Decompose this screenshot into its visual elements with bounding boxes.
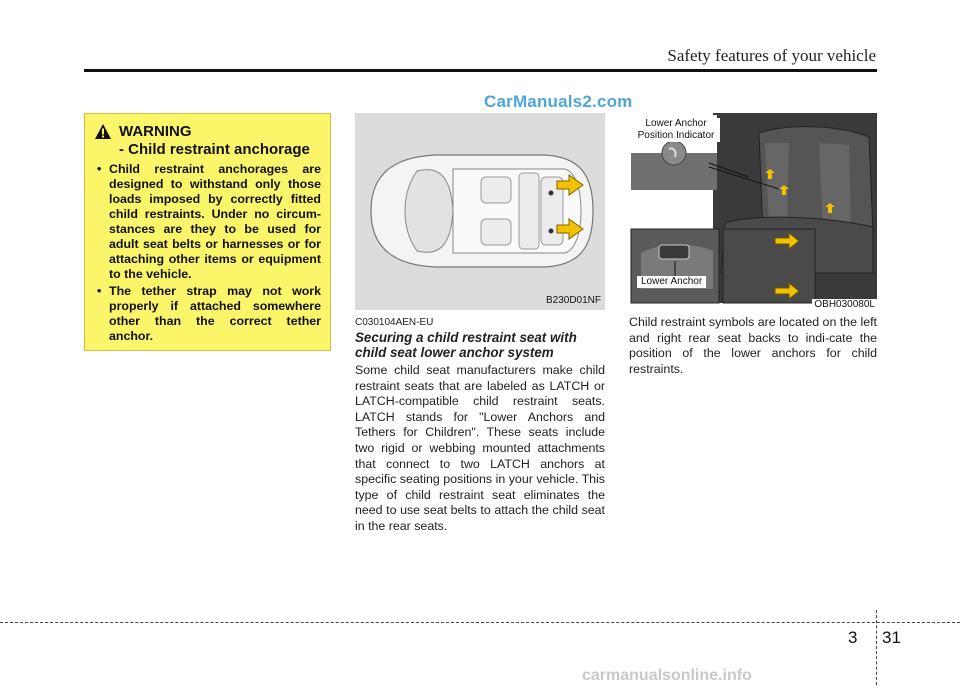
section-title: Securing a child restraint seat with child seat lower anchor system — [355, 330, 577, 360]
footer-rule — [0, 622, 960, 623]
body-text-right: Child restraint symbols are located on the left and right rear seat backs to indi-cate the position of the lower anchors for child restraints. — [629, 315, 877, 376]
lower-anchor-position-indicator-label: Lower Anchor Position Indicator — [632, 118, 720, 142]
warning-item: • The tether strap may not work properly if attached somewhere other than the correct tether anchor. — [95, 284, 321, 344]
warning-box — [84, 113, 331, 351]
warning-item: • Child restraint anchorages are designed to withstand only those loads imposed by correctly fitted child restraints. Under no circum-stances are they to be used for adult seat belts or harnesses or for attaching other items or equipment to the vehicle. — [95, 162, 321, 282]
rear-seat-figure — [629, 113, 877, 310]
figure-code: OBH030080L — [814, 299, 875, 310]
body-text-left: Some child seat manufacturers make child restraint seats that are labeled as LATCH or LATCH-compatible child restraint seats. LATCH stands for "Lower Anchors and Tethers for Children". These seats include two rigid or webbing mounted attachments that connect to two LATCH anchors at specific seating positions in your vehicle. This type of child restraint seat eliminates the need to use seat belts to attach the child seat in the rear seats. — [355, 363, 605, 533]
warning-subtitle: - Child restraint anchorage — [119, 141, 310, 158]
lower-anchor-label: Lower Anchor — [637, 276, 706, 288]
car-top-view-figure — [355, 113, 605, 310]
warning-header — [95, 123, 321, 140]
chapter-number: 3 — [848, 628, 858, 647]
warning-title: WARNING — [119, 123, 192, 140]
page-number: 31 — [882, 628, 901, 647]
warning-list — [95, 162, 321, 344]
section-code: C030104AEN-EU — [355, 317, 434, 328]
figure-code: B230D01NF — [545, 295, 601, 306]
watermark-top[interactable]: CarManuals2.com — [484, 92, 633, 111]
warning-triangle-icon — [95, 124, 111, 139]
header-rule — [84, 69, 877, 72]
watermark-bottom[interactable]: carmanualsonline.info — [582, 667, 752, 684]
page-header-title: Safety features of your vehicle — [667, 46, 876, 65]
footer-divider — [876, 610, 877, 685]
car-top-view-diagram-icon — [355, 113, 605, 310]
